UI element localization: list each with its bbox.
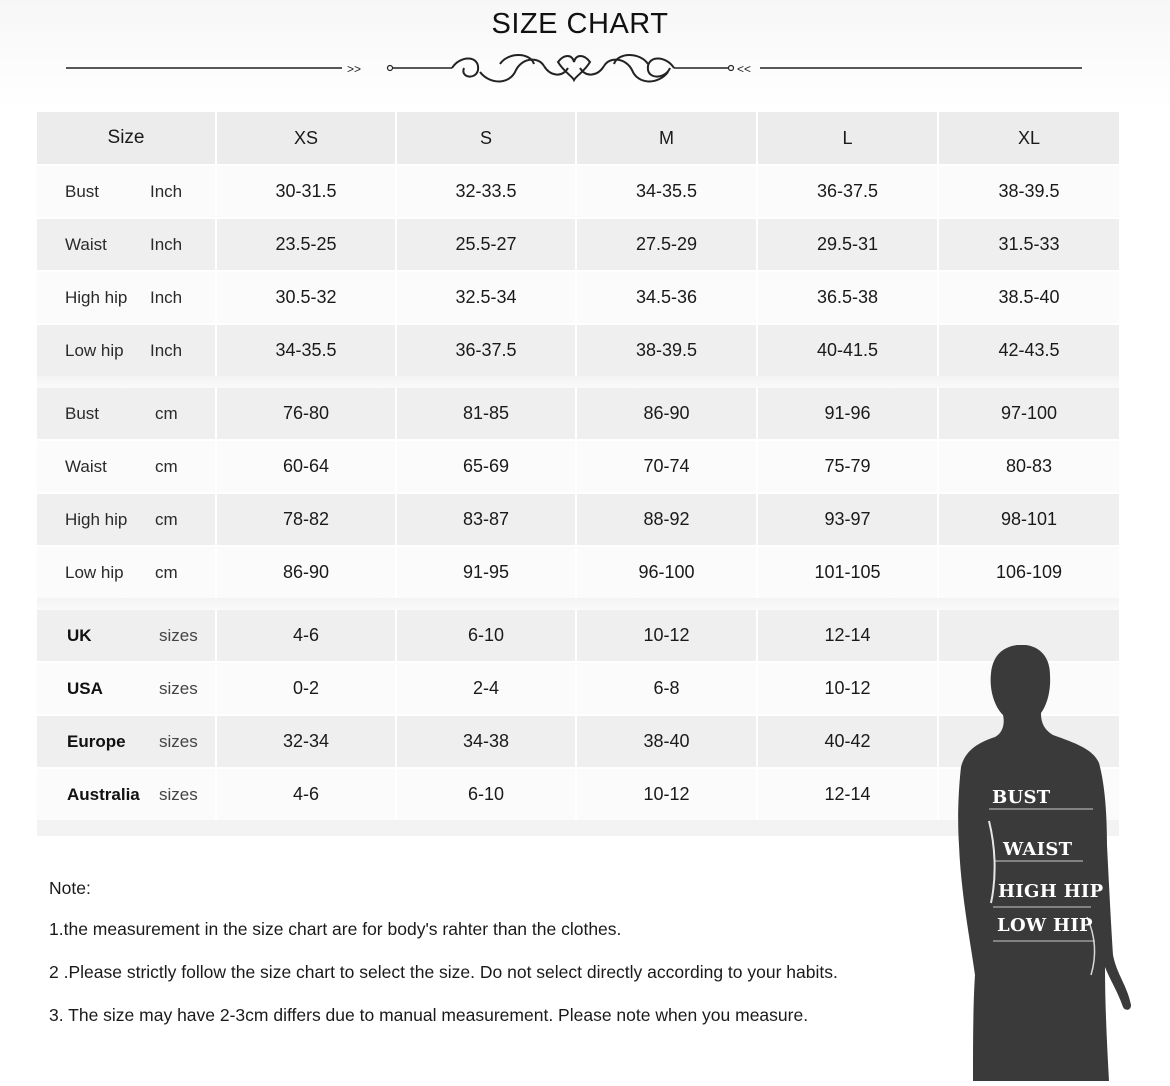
high-hip-label: HIGH HIP xyxy=(998,881,1104,902)
table-cell: 78-82 xyxy=(217,494,397,545)
table-cell: 65-69 xyxy=(397,441,577,492)
table-cell: 97-100 xyxy=(1000,403,1058,423)
measure-unit: Inch xyxy=(150,287,183,307)
measure-name: High hip xyxy=(65,287,128,307)
table-cell: 12-14 xyxy=(758,610,939,661)
table-cell: 34-38 xyxy=(397,716,577,767)
table-row xyxy=(37,388,1119,439)
table-cell: 70-74 xyxy=(577,441,758,492)
table-cell: 98-101 xyxy=(1000,509,1058,529)
table-row xyxy=(37,219,1119,270)
row-label xyxy=(37,166,217,217)
note-line: 2 .Please strictly follow the size chart to select the size. Do not select directly according to your habits. xyxy=(49,962,838,982)
table-row xyxy=(37,547,1119,598)
measure-unit: cm xyxy=(155,456,178,476)
measure-unit: cm xyxy=(155,562,178,582)
table-cell: 86-90 xyxy=(217,547,397,598)
row-label xyxy=(37,663,217,714)
waist-label: WAIST xyxy=(1003,839,1073,860)
table-cell: 88-92 xyxy=(577,494,758,545)
table-cell: 29.5-31 xyxy=(758,219,939,270)
measure-name: Bust xyxy=(65,181,100,201)
body-measurement-figure xyxy=(955,645,1140,1081)
region-unit: sizes xyxy=(159,678,198,698)
table-cell: 81-85 xyxy=(397,388,577,439)
table-cell: 10-12 xyxy=(758,663,939,714)
region-unit: sizes xyxy=(159,784,198,804)
bust-label: BUST xyxy=(992,787,1051,808)
table-row xyxy=(37,166,1119,217)
table-cell: 38-39.5 xyxy=(998,181,1060,201)
table-cell: 36-37.5 xyxy=(397,325,577,376)
region-name: Australia xyxy=(67,784,140,804)
measure-unit: cm xyxy=(155,403,178,423)
header-size-m: M xyxy=(577,112,758,164)
measure-name: Waist xyxy=(65,456,107,476)
table-header-row xyxy=(37,112,1119,164)
table-cell: 42-43.5 xyxy=(998,340,1060,360)
measure-name: Low hip xyxy=(65,562,124,582)
table-cell: 4-6 xyxy=(217,769,397,820)
table-row xyxy=(37,441,1119,492)
svg-text:<<: << xyxy=(737,62,752,76)
table-cell: 36.5-38 xyxy=(758,272,939,323)
table-cell: 32-34 xyxy=(217,716,397,767)
table-cell: 34-35.5 xyxy=(577,166,758,217)
region-unit: sizes xyxy=(159,731,198,751)
table-cell: 91-95 xyxy=(397,547,577,598)
table-cell: 101-105 xyxy=(758,547,939,598)
low-hip-label: LOW HIP xyxy=(997,915,1093,936)
table-row xyxy=(37,272,1119,323)
table-cell: 83-87 xyxy=(397,494,577,545)
table-cell: 30-31.5 xyxy=(217,166,397,217)
row-label xyxy=(37,494,217,545)
table-cell: 0-2 xyxy=(217,663,397,714)
header-size-xs: XS xyxy=(217,112,397,164)
table-cell: 31.5-33 xyxy=(998,234,1060,254)
table-cell: 38-40 xyxy=(577,716,758,767)
table-cell: 2-4 xyxy=(397,663,577,714)
measure-unit: Inch xyxy=(150,234,183,254)
row-label xyxy=(37,388,217,439)
table-cell: 6-10 xyxy=(397,769,577,820)
table-row xyxy=(37,325,1119,376)
table-cell: 6-8 xyxy=(577,663,758,714)
table-cell: 4-6 xyxy=(217,610,397,661)
note-line: 1.the measurement in the size chart are for body's rahter than the clothes. xyxy=(49,919,622,939)
cm-section xyxy=(37,388,1119,598)
table-cell: 91-96 xyxy=(758,388,939,439)
row-label xyxy=(37,547,217,598)
note-line: 3. The size may have 2-3cm differs due to manual measurement. Please note when you measure. xyxy=(49,1005,809,1025)
section-spacer xyxy=(37,598,1119,610)
table-cell: 38-39.5 xyxy=(577,325,758,376)
header-size-xl: XL xyxy=(1017,127,1041,148)
table-cell: 76-80 xyxy=(217,388,397,439)
table-cell: 10-12 xyxy=(577,610,758,661)
table-cell: 34.5-36 xyxy=(577,272,758,323)
region-name: UK xyxy=(67,625,92,645)
measure-name: Bust xyxy=(65,403,100,423)
table-cell: 40-42 xyxy=(758,716,939,767)
table-cell: 60-64 xyxy=(217,441,397,492)
row-label xyxy=(37,325,217,376)
svg-text:>>: >> xyxy=(347,62,362,76)
row-label xyxy=(37,610,217,661)
table-cell: 86-90 xyxy=(577,388,758,439)
region-name: USA xyxy=(67,678,103,698)
table-cell: 75-79 xyxy=(758,441,939,492)
notes-section xyxy=(49,878,979,1048)
table-cell: 80-83 xyxy=(1005,456,1053,476)
region-name: Europe xyxy=(67,731,126,751)
header-size-l: L xyxy=(758,112,939,164)
table-cell: 30.5-32 xyxy=(217,272,397,323)
measure-name: Low hip xyxy=(65,340,124,360)
notes-title: Note: xyxy=(49,878,91,898)
section-spacer xyxy=(37,376,1119,388)
measure-unit: Inch xyxy=(150,181,183,201)
region-unit: sizes xyxy=(159,625,198,645)
title-ornament xyxy=(60,50,1090,92)
header-size-s: S xyxy=(397,112,577,164)
table-row xyxy=(37,494,1119,545)
row-label xyxy=(37,272,217,323)
page-title: SIZE CHART xyxy=(491,8,669,40)
table-cell: 40-41.5 xyxy=(758,325,939,376)
table-cell: 93-97 xyxy=(758,494,939,545)
table-cell: 6-10 xyxy=(397,610,577,661)
table-cell: 36-37.5 xyxy=(758,166,939,217)
row-label xyxy=(37,716,217,767)
table-cell: 10-12 xyxy=(577,769,758,820)
table-cell: 106-109 xyxy=(995,562,1063,582)
table-cell: 12-14 xyxy=(758,769,939,820)
inch-section xyxy=(37,166,1119,376)
row-label xyxy=(37,219,217,270)
measure-name: High hip xyxy=(65,509,128,529)
table-cell: 23.5-25 xyxy=(217,219,397,270)
measure-unit: cm xyxy=(155,509,178,529)
table-cell: 96-100 xyxy=(577,547,758,598)
measure-unit: Inch xyxy=(150,340,183,360)
table-cell: 34-35.5 xyxy=(217,325,397,376)
table-cell: 38.5-40 xyxy=(998,287,1060,307)
table-cell: 27.5-29 xyxy=(577,219,758,270)
measure-name: Waist xyxy=(65,234,107,254)
row-label xyxy=(37,769,217,820)
header-size-label: Size xyxy=(37,112,217,164)
table-cell: 32.5-34 xyxy=(397,272,577,323)
table-cell: 32-33.5 xyxy=(397,166,577,217)
body-silhouette-icon xyxy=(955,645,1140,1081)
table-cell: 25.5-27 xyxy=(397,219,577,270)
row-label xyxy=(37,441,217,492)
